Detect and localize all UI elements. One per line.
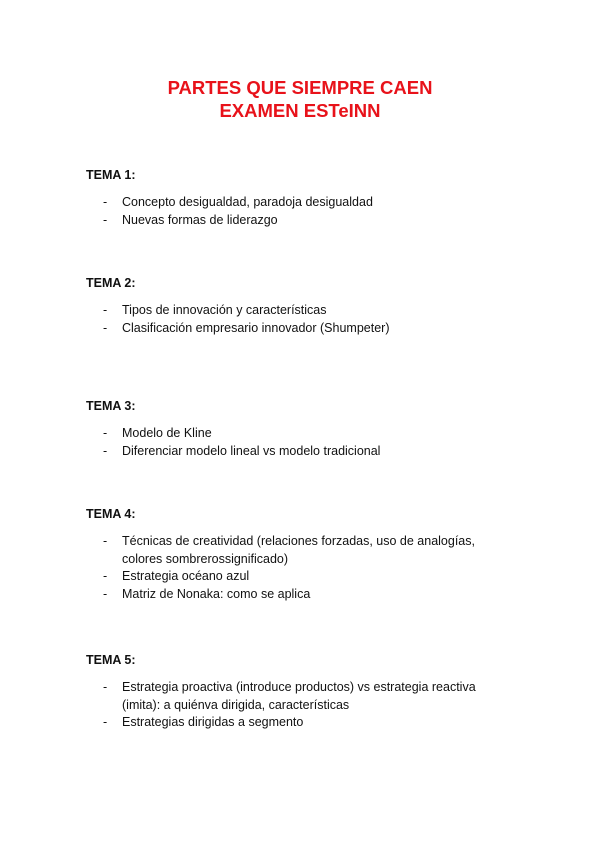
dash-bullet: - — [103, 212, 108, 227]
list-item-text: Estrategia océano azul — [122, 569, 250, 583]
bullet-list — [86, 194, 526, 229]
list-item — [86, 533, 476, 568]
list-item-text: Estrategia proactiva (introduce productos) vs estrategia reactiva (imita): a quiénva dirigida, características — [122, 680, 476, 712]
dash-bullet: - — [103, 303, 108, 317]
section-heading: TEMA 4: — [86, 507, 136, 521]
section-heading: TEMA 1: — [86, 168, 136, 182]
bullet-list — [86, 302, 526, 337]
section-heading: TEMA 2: — [86, 276, 136, 290]
list-item — [86, 320, 526, 338]
title-line-1: PARTES QUE SIEMPRE CAEN — [167, 77, 433, 98]
dash-bullet: - — [103, 569, 108, 583]
title-line-2: EXAMEN ESTeINN — [219, 100, 381, 121]
list-item — [86, 443, 526, 461]
list-item-text: Tipos de innovación y características — [122, 303, 327, 317]
dash-bullet: - — [103, 680, 108, 694]
dash-bullet: - — [103, 320, 108, 335]
list-item-text: Estrategias dirigidas a segmento — [122, 715, 304, 729]
section-tema-4 — [86, 506, 526, 603]
bullet-list — [86, 533, 476, 603]
list-item — [86, 586, 476, 604]
list-item — [86, 714, 501, 732]
section-tema-5 — [86, 652, 526, 732]
section-tema-2 — [86, 275, 526, 337]
section-tema-1 — [86, 167, 526, 229]
list-item — [86, 568, 476, 586]
list-item — [86, 302, 526, 320]
section-heading: TEMA 3: — [86, 399, 136, 413]
list-item — [86, 212, 526, 230]
dash-bullet: - — [103, 586, 108, 601]
list-item-text: Matriz de Nonaka: como se aplica — [122, 586, 311, 601]
list-item-text: Diferenciar modelo lineal vs modelo tradicional — [122, 443, 381, 458]
list-item — [86, 194, 526, 212]
dash-bullet: - — [103, 534, 108, 548]
document-title — [0, 76, 600, 122]
list-item — [86, 425, 526, 443]
list-item-text: Modelo de Kline — [122, 426, 212, 440]
list-item-text: Nuevas formas de liderazgo — [122, 212, 278, 227]
bullet-list — [86, 679, 501, 732]
section-heading: TEMA 5: — [86, 653, 136, 667]
list-item-text: Técnicas de creatividad (relaciones forzadas, uso de analogías, colores sombrerossignificado) — [122, 534, 475, 566]
section-tema-3 — [86, 398, 526, 460]
dash-bullet: - — [103, 443, 108, 458]
dash-bullet: - — [103, 195, 108, 209]
list-item-text: Concepto desigualdad, paradoja desigualdad — [122, 195, 373, 209]
dash-bullet: - — [103, 426, 108, 440]
list-item-text: Clasificación empresario innovador (Shumpeter) — [122, 320, 390, 335]
dash-bullet: - — [103, 715, 108, 729]
list-item — [86, 679, 501, 714]
bullet-list — [86, 425, 526, 460]
